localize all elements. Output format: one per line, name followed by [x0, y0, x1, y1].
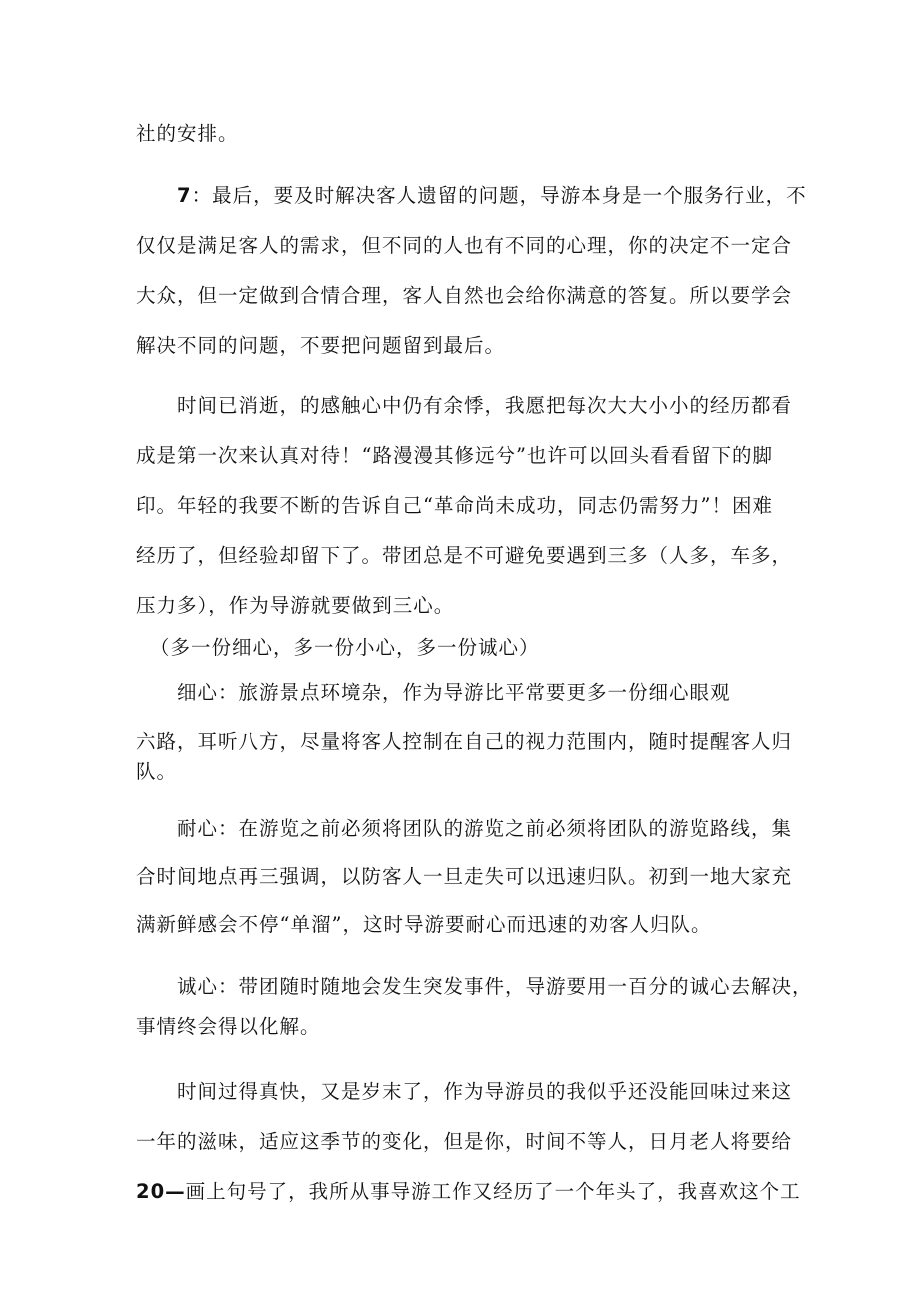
text-line: 仅仅是满足客人的需求，但不同的人也有不同的心理，你的决定不一定合	[136, 234, 793, 257]
text-line: 印。年轻的我要不断的告诉自己“革命尚未成功，同志仍需努力”！困难	[136, 494, 773, 517]
text-line: 队。	[136, 760, 178, 783]
text-line	[177, 183, 807, 209]
text-line	[136, 1179, 801, 1205]
text-line: 大众，但一定做到合情合理，客人自然也会给你满意的答复。所以要学会	[136, 284, 793, 307]
text-line: （多一份细心，多一份小心，多一份诚心）	[150, 636, 540, 659]
text-line: 经历了，但经验却留下了。带团总是不可避免要遇到三多（人多，车多，	[136, 544, 793, 567]
text-line: 解决不同的问题，不要把问题留到最后。	[136, 334, 506, 357]
text-line: 社的安排。	[136, 122, 239, 145]
text-line: 成是第一次来认真对待！“路漫漫其修远兮”也许可以回头看看留下的脚	[136, 444, 773, 467]
text-line: 诚心：带团随时随地会发生突发事件，导游要用一百分的诚心去解决，	[177, 975, 813, 998]
line-text: 画上句号了，我所从事导游工作又经历了一个年头了，我喜欢这个工	[185, 1180, 801, 1203]
text-line: 时间过得真快，又是岁末了，作为导游员的我似乎还没能回味过来这	[177, 1080, 793, 1103]
text-line: 细心：旅游景点环境杂，作为导游比平常要更多一份细心眼观	[177, 681, 731, 704]
text-line: 时间已消逝，的感触心中仍有余悸，我愿把每次大大小小的经历都看	[177, 394, 793, 417]
text-line: 一年的滋味，适应这季节的变化，但是你，时间不等人，日月老人将要给	[136, 1130, 793, 1153]
item-number: 7	[177, 184, 192, 207]
text-line: 事情终会得以化解。	[136, 1015, 321, 1038]
year-prefix: 20—	[136, 1180, 186, 1203]
text-line: 合时间地点再三强调，以防客人一旦走失可以迅速归队。初到一地大家充	[136, 865, 793, 888]
text-line: 耐心：在游览之前必须将团队的游览之前必须将团队的游览路线，集	[177, 817, 793, 840]
text-line: 满新鲜感会不停“单溜”，这时导游要耐心而迅速的劝客人归队。	[136, 913, 712, 936]
text-line: 压力多），作为导游就要做到三心。	[136, 594, 455, 617]
text-line: 六路，耳听八方，尽量将客人控制在自己的视力范围内，随时提醒客人归	[136, 730, 793, 753]
line-text: ：最后，要及时解决客人遗留的问题，导游本身是一个服务行业，不	[191, 184, 807, 207]
